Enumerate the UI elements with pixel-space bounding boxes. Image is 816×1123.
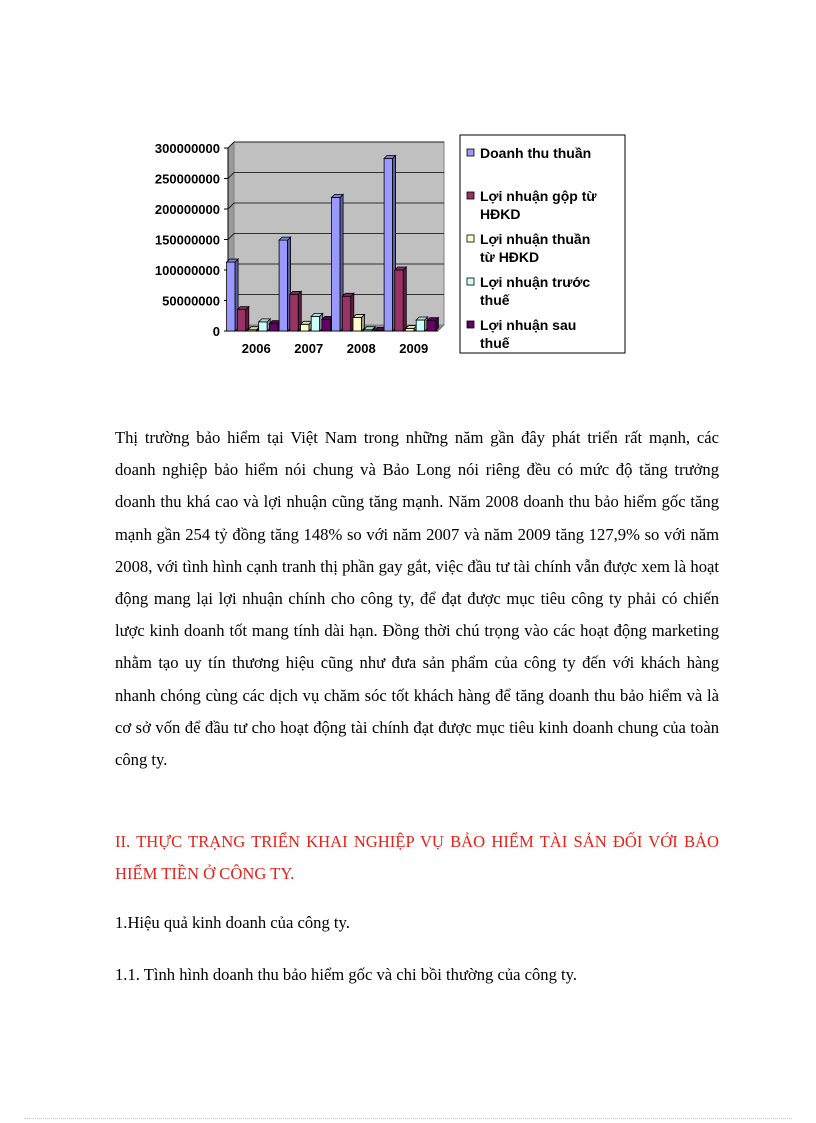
bar (353, 318, 362, 331)
y-tick-label: 200000000 (154, 202, 220, 217)
bar (269, 324, 278, 331)
legend-label: thuế (480, 292, 510, 308)
legend-label: Lợi nhuận sau (480, 317, 577, 333)
legend-swatch (467, 321, 474, 328)
x-category-label: 2006 (241, 341, 271, 356)
bar (342, 296, 351, 331)
legend-swatch (467, 278, 474, 285)
legend-swatch (467, 149, 474, 156)
bar (227, 262, 236, 331)
page-footer-divider (24, 1118, 792, 1119)
bar (427, 321, 436, 331)
legend-swatch (467, 192, 474, 199)
bar-side (403, 267, 406, 331)
legend-label: Doanh thu thuần (480, 145, 592, 161)
y-tick-label: 150000000 (154, 232, 220, 248)
legend-label: Lợi nhuận gộp từ (480, 188, 597, 204)
y-tick-label: 50000000 (162, 293, 220, 309)
revenue-profit-chart (132, 128, 632, 360)
legend-swatch (467, 235, 474, 242)
bar (279, 240, 288, 331)
legend-label: từ HĐKD (480, 249, 540, 265)
bar (259, 322, 268, 331)
bar (416, 320, 425, 331)
subheading-1: 1.Hiệu quả kinh doanh của công ty. (115, 913, 350, 932)
bar (301, 324, 310, 331)
y-tick-label: 250000000 (154, 171, 220, 187)
bar (395, 270, 404, 331)
x-category-label: 2007 (294, 341, 324, 356)
legend-label: Lợi nhuận trước (480, 274, 591, 290)
bar (237, 310, 246, 331)
y-tick-label: 0 (212, 324, 220, 339)
bar (384, 158, 393, 331)
bar-side (246, 307, 249, 331)
body-paragraph (115, 422, 719, 776)
legend-label: HĐKD (480, 206, 521, 222)
bar (322, 319, 331, 331)
x-category-label: 2008 (346, 341, 376, 356)
legend-label: Lợi nhuận thuần (480, 231, 591, 247)
y-tick-label: 300000000 (154, 141, 220, 156)
legend-label: thuế (480, 335, 510, 351)
paragraph-text: Thị trường bảo hiểm tại Việt Nam trong những năm gần đây phát triển rất mạnh, các doanh nghiệp bảo hiểm nói chung và Bảo Long nói riêng đều có mức độ tăng trưởng doanh thu khá cao và lợi nhuận cũng tăng mạnh. Năm 2008 doanh thu bảo hiểm gốc tăng mạnh gần 254 tỷ đồng tăng 148% so với năm 2007 và năm 2009 tăng 127,9% so với năm 2008, với tình hình cạnh tranh thị phần gay gắt, việc đầu tư tài chính vẫn được xem là hoạt động mang lại lợi nhuận chính cho công ty, để đạt được mục tiêu công ty phải có chiến lược kinh doanh tốt mang tính dài hạn. Đồng thời chú trọng vào các hoạt động marketing nhằm tạo uy tín thương hiệu cũng như đưa sản phẩm của công ty đến với khách hàng nhanh chóng cùng các dịch vụ chăm sóc tốt khách hàng để tăng doanh thu bảo hiểm và là cơ sở vốn để đầu tư cho hoạt động tài chính đạt được mục tiêu kinh doanh chung của toàn công ty. (115, 428, 719, 770)
section-heading: II. THỰC TRẠNG TRIỂN KHAI NGHIỆP VỤ BẢO HIỂM TÀI SẢN ĐỐI VỚI BẢO HIỂM TIỀN Ở CÔNG TY. (115, 832, 719, 883)
bar (332, 197, 341, 331)
bar (290, 294, 299, 331)
x-category-label: 2009 (399, 341, 429, 356)
y-tick-label: 100000000 (154, 263, 220, 278)
subheading-2: 1.1. Tình hình doanh thu bảo hiểm gốc và chi bồi thường của công ty. (115, 965, 578, 984)
bar (311, 316, 320, 331)
